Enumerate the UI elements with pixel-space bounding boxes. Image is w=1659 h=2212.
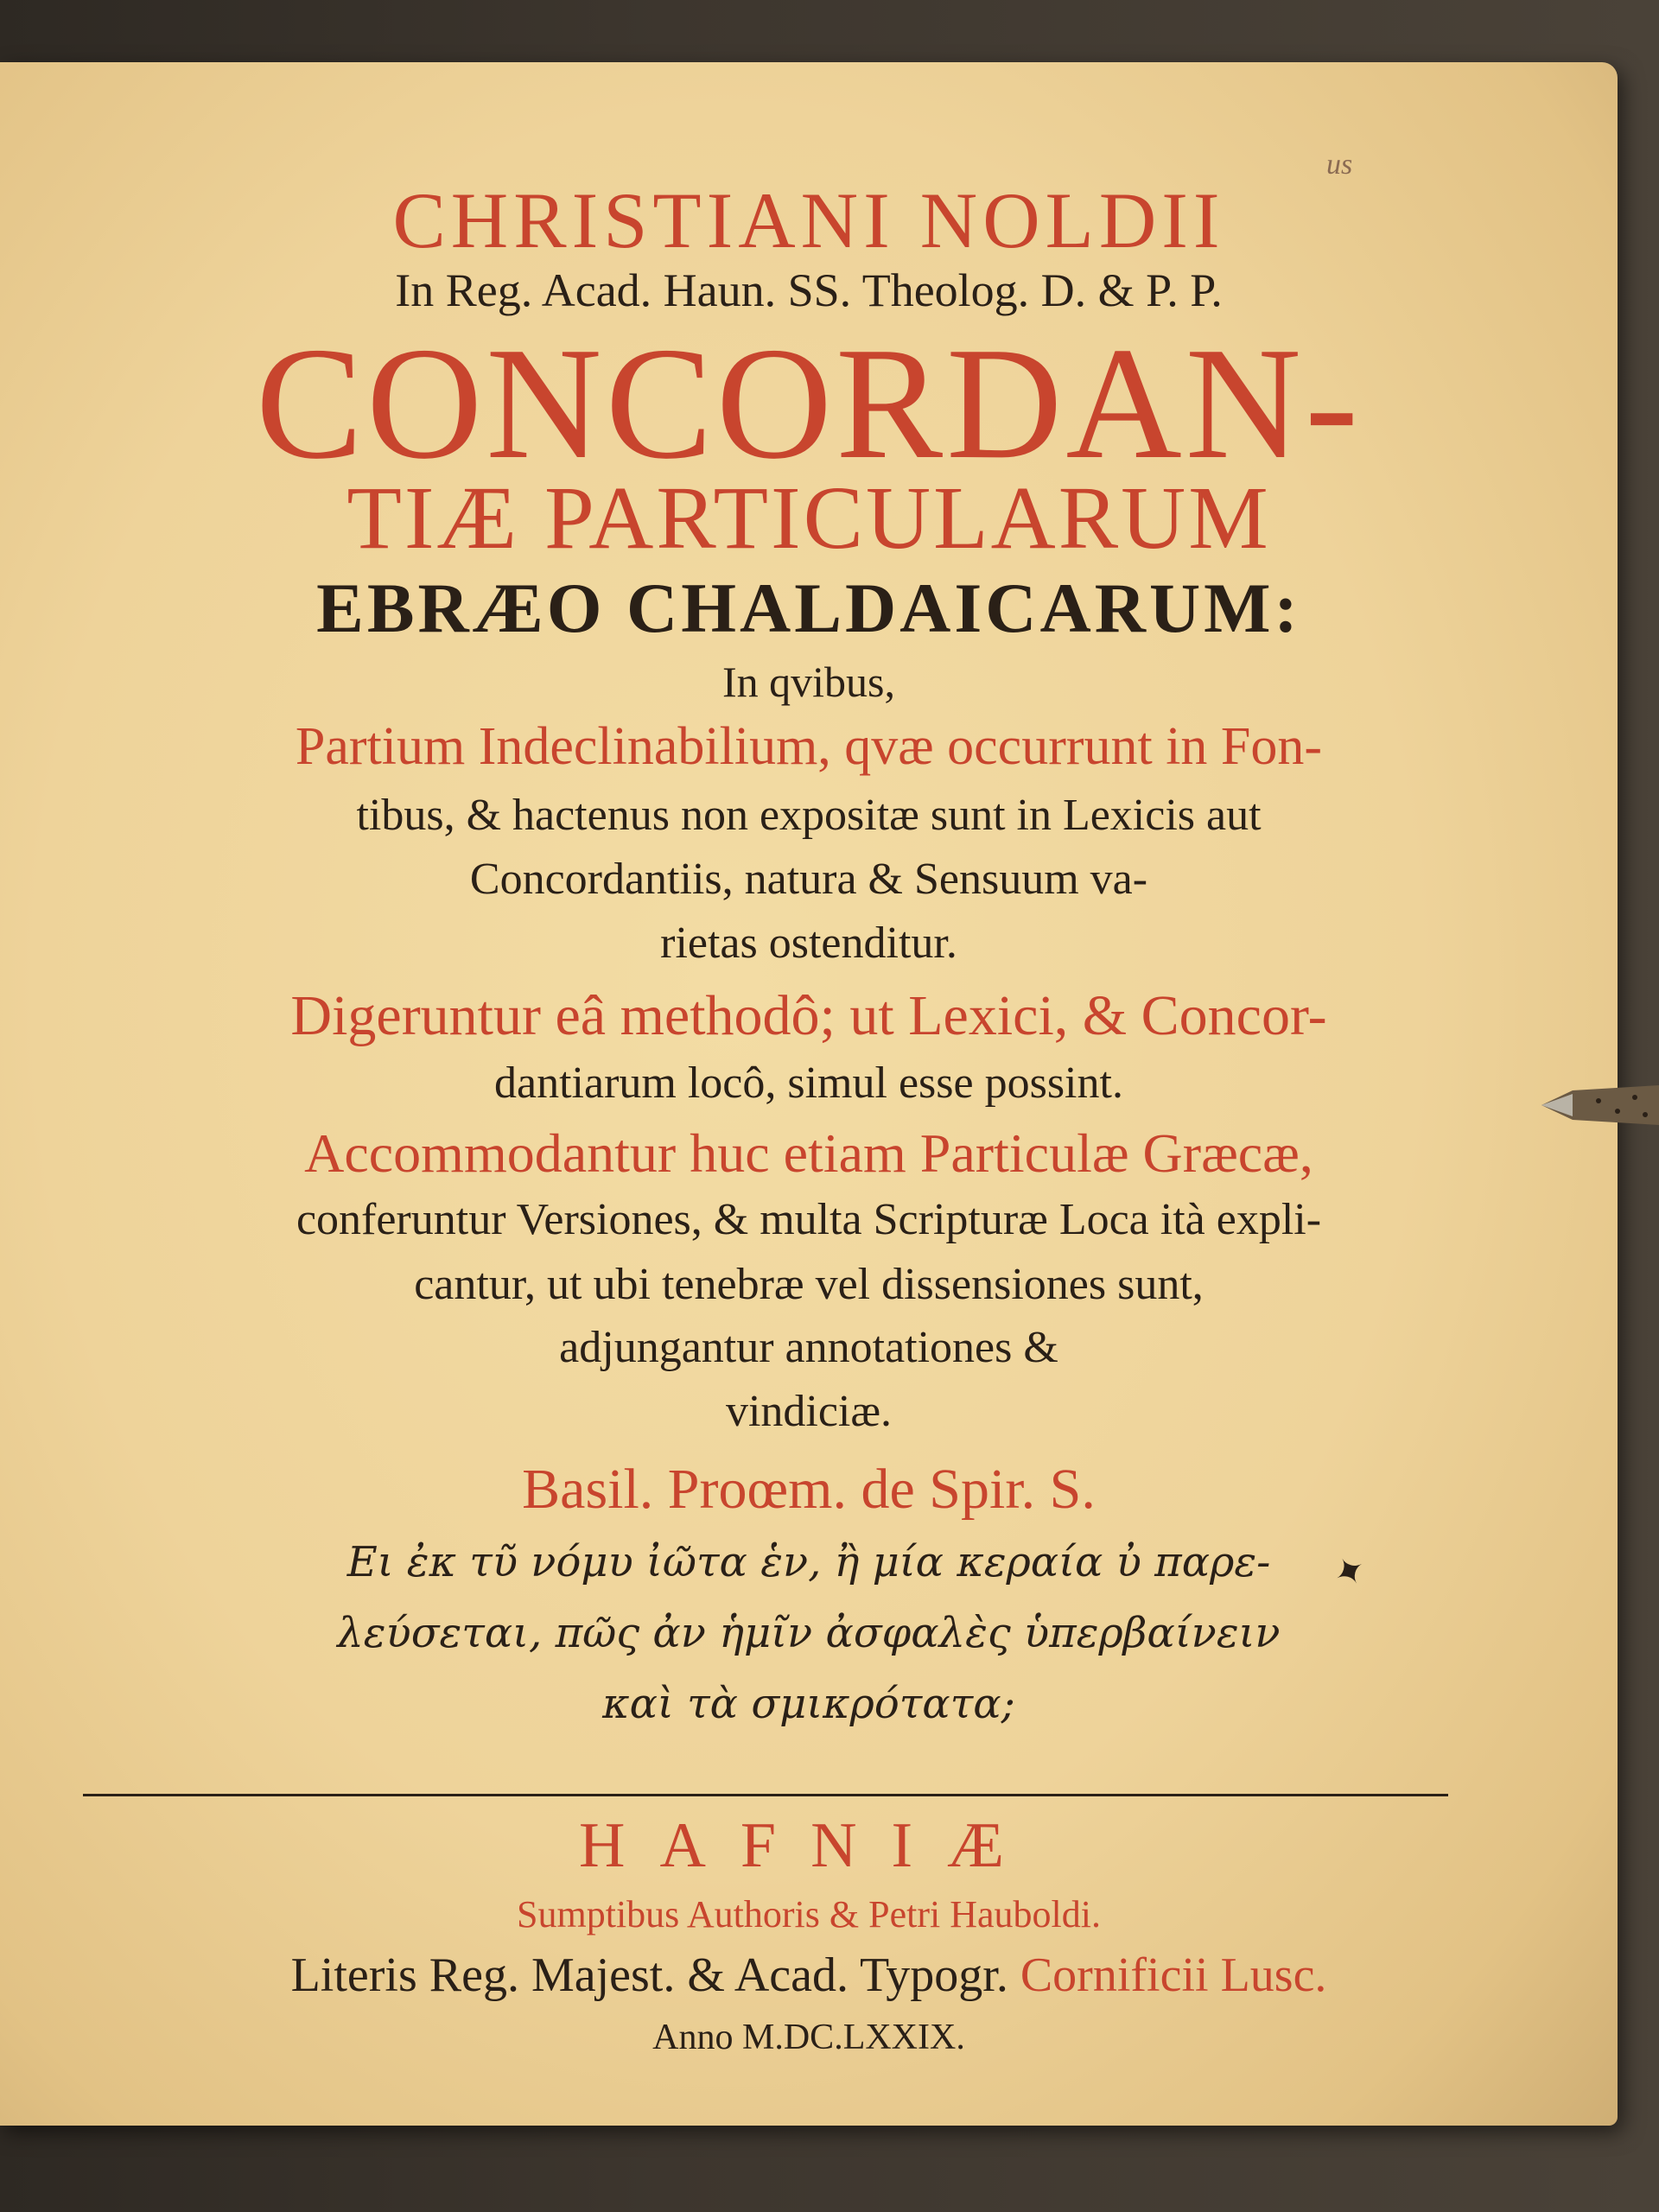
body-line-8: Accommodantur huc etiam Particulæ Græcæ, [304, 1122, 1313, 1184]
greek-quote-line-2: λεύσεται, πῶς ἀν ἡμῖν ἀσφαλὲς ὑπερβαίνειν [337, 1609, 1281, 1657]
imprint-printer-main: Literis Reg. Majest. & Acad. Typogr. [290, 1948, 1008, 2002]
horizontal-rule [83, 1794, 1448, 1796]
imprint-printer-name: Cornificii Lusc. [1020, 1948, 1327, 2002]
body-line-2: Partium Indeclinabilium, qvæ occurrunt in Fon- [295, 717, 1323, 776]
title-page [0, 62, 1618, 2126]
greek-quote-line-3: καὶ τὰ σμικρότατα; [602, 1680, 1015, 1728]
imprint-sponsors: Sumptibus Authoris & Petri Hauboldi. [517, 1893, 1101, 1936]
imprint-year: Anno M.DC.LXXIX. [652, 2018, 965, 2057]
imprint-place: HAFNIÆ [579, 1810, 1039, 1881]
body-line-9: conferuntur Versiones, & multa Scripturæ Loca ità expli- [296, 1195, 1322, 1244]
body-line-1: In qvibus, [722, 658, 895, 706]
imprint-printer [0, 1948, 1618, 2003]
main-title-line-1: CONCORDAN- [255, 315, 1363, 493]
body-line-7: dantiarum locô, simul esse possint. [494, 1058, 1123, 1108]
body-line-6: Digeruntur eâ methodô; ut Lexici, & Concor- [290, 984, 1327, 1047]
main-title-line-2: TIÆ PARTICULARUM [346, 468, 1271, 568]
author-credentials: In Reg. Acad. Haun. SS. Theolog. D. & P. P. [395, 264, 1223, 316]
body-line-10: cantur, ut ubi tenebræ vel dissensiones sunt, [414, 1260, 1204, 1309]
body-line-5: rietas ostenditur. [660, 918, 957, 968]
body-line-12: vindiciæ. [725, 1387, 893, 1436]
body-line-4: Concordantiis, natura & Sensuum va- [469, 855, 1148, 904]
bookmark-clip-icon [1538, 1082, 1659, 1128]
main-title-line-3: EBRÆO CHALDAICARUM: [316, 569, 1301, 647]
quote-source: Basil. Proœm. de Spir. S. [522, 1458, 1096, 1521]
greek-quote-line-1: Ει ἐκ τῦ νόμυ ἰῶτα ἑν, ἢ μία κεραία ὐ παρε- [346, 1538, 1271, 1586]
body-line-3: tibus, & hactenus non expositæ sunt in Lexicis aut [356, 791, 1262, 840]
author-name: CHRISTIANI NOLDII [392, 176, 1225, 264]
ink-mark-icon: ✦ [1325, 1546, 1375, 1599]
handwritten-annotation: us [1326, 149, 1353, 181]
body-line-11: adjungantur annotationes & [559, 1323, 1058, 1372]
